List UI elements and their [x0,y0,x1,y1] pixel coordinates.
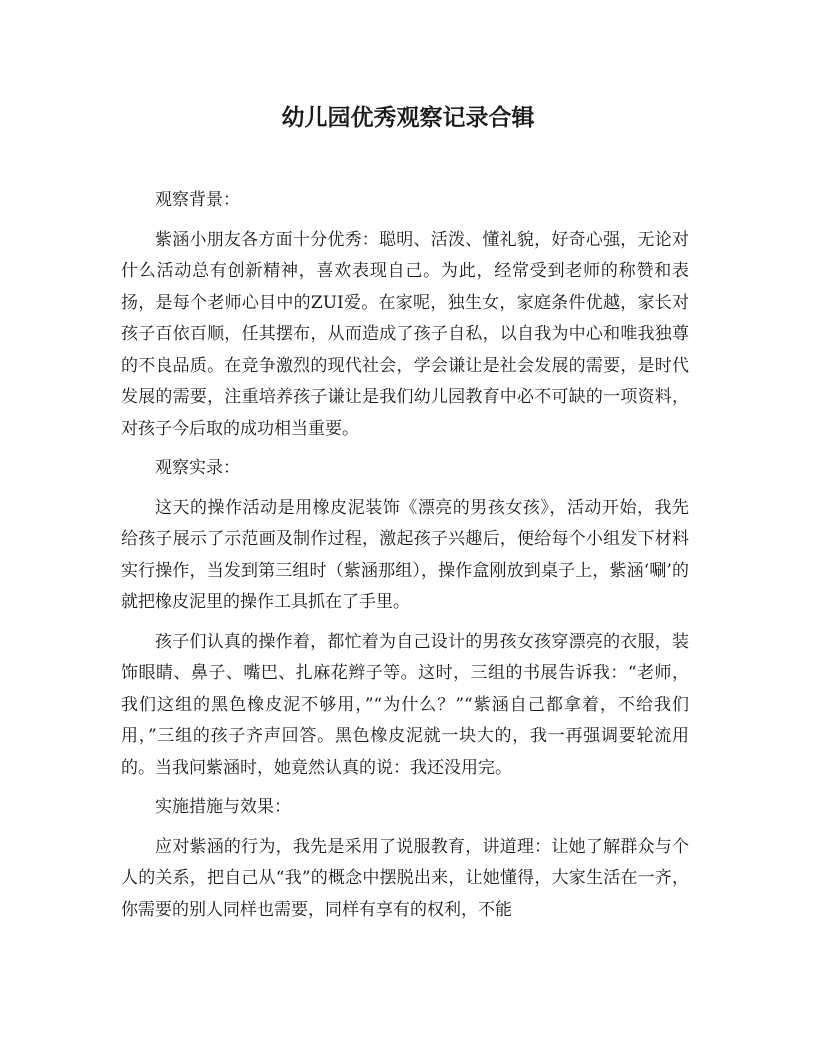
paragraph-background: 紫涵小朋友各方面十分优秀：聪明、活泼、懂礼貌，好奇心强，无论对什么活动总有创新精神，喜欢表现自己。为此，经常受到老师的称赞和表扬，是每个老师心目中的ZUI爱。在家呢，独生女，家庭条件优越，家长对孩子百依百顺，任其摆布，从而造成了孩子自私，以自我为中心和唯我独尊的不良品质。在竞争激烈的现代社会，学会谦让是社会发展的需要，是时代发展的需要，注重培养孩子谦让是我们幼儿园教育中必不可缺的一项资料，对孩子今后取的成功相当重要。 [121,229,689,439]
paragraph-record-2: 孩子们认真的操作着，都忙着为自己设计的男孩女孩穿漂亮的衣服，装饰眼睛、鼻子、嘴巴、扎麻花辫子等。这时，三组的书展告诉我：“老师，我们这组的黑色橡皮泥不够用，”“为什么？”“紫涵自己都拿着，不给我们用，”三组的孩子齐声回答。黑色橡皮泥就一块大的，我一再强调要轮流用的。当我问紫涵时，她竟然认真的说：我还没用完。 [121,631,689,778]
section-heading-background: 观察背景： [155,190,240,210]
section-heading-measures: 实施措施与效果： [155,797,291,817]
section-heading-record: 观察实录： [155,458,240,478]
paragraph-record-1: 这天的操作活动是用橡皮泥装饰《漂亮的男孩女孩》，活动开始，我先给孩子展示了示范画及制作过程，激起孩子兴趣后，便给每个小组发下材料实行操作，当发到第三组时（紫涵那组），操作盒刚放到桌子上，紫涵‘唰’的就把橡皮泥里的操作工具抓在了手里。 [121,497,689,612]
paragraph-measures: 应对紫涵的行为，我先是采用了说服教育，讲道理：让她了解群众与个人的关系，把自己从“我”的概念中摆脱出来，让她懂得，大家生活在一齐，你需要的别人同样也需要，同样有享有的权利，不能 [121,836,689,920]
document-title: 幼儿园优秀观察记录合辑 [281,105,535,131]
document-body [121,185,689,934]
